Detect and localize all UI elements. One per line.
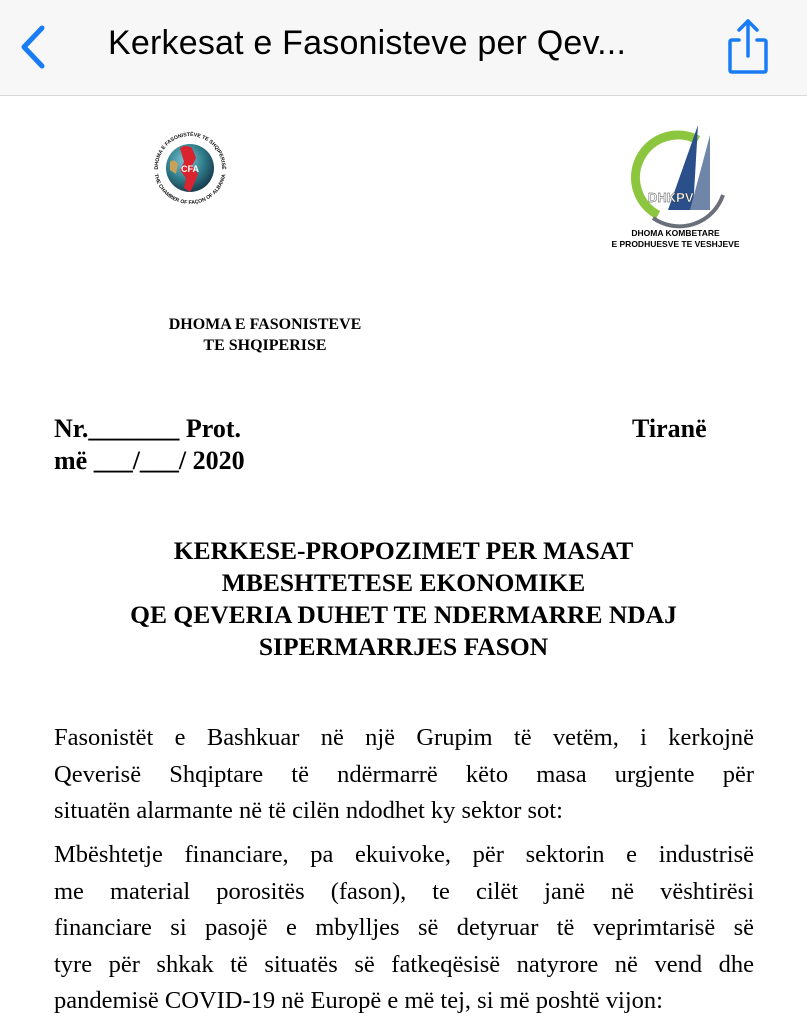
org-name-line: TE SHQIPERISE [203, 337, 327, 354]
paragraph-support [54, 837, 754, 1020]
heading-line: KERKESE-PROPOZIMET PER MASAT [173, 536, 634, 565]
chevron-left-icon [14, 22, 54, 72]
text-line: situatën alarmante në të cilën ndodhet ky sektor sot: [54, 797, 563, 824]
share-button[interactable] [720, 16, 776, 76]
svg-text:CFA: CFA [181, 164, 199, 174]
text-line: tyre për shkak të situatës së fatkeqësisë natyrore në vend dhe [54, 950, 754, 978]
text-line: pandemisë COVID-19 në Europë e më tej, si më poshtë vijon: [54, 987, 663, 1014]
back-button[interactable] [14, 22, 54, 72]
paragraph-intro [54, 720, 754, 830]
organization-name [140, 314, 390, 356]
org-name-line: DHOMA E FASONISTEVE [168, 316, 362, 333]
share-icon [720, 16, 776, 76]
text-line: financiare si pasojë e mbylljes së detyruar të veprimtarisë së [54, 914, 754, 941]
city: Tiranë [632, 414, 707, 443]
text-line: me material porositës (fason), te cilët janë në vështirësi [54, 877, 754, 905]
document-heading [40, 535, 767, 663]
cfa-logo [140, 118, 240, 218]
text-line: Qeverisë Shqiptare të ndërmarrë këto masa urgjente për [54, 760, 754, 788]
caption-line: E PRODHUESVE TE VESHJEVE [611, 239, 740, 249]
text-line: Fasonistët e Bashkuar në një Grupim të vetëm, i kerkojnë [54, 724, 754, 751]
navigation-bar [0, 0, 807, 96]
dhkpv-caption [598, 228, 753, 250]
heading-line: QE QEVERIA DUHET TE NDERMARRE NDAJ [130, 600, 677, 629]
protocol-number: Nr._______ Prot. [54, 414, 242, 443]
heading-line: MBESHTETESE EKONOMIKE [221, 568, 586, 597]
heading-line: SIPERMARRJES FASON [258, 632, 549, 661]
protocol-date: më ___/___/ 2020 [54, 446, 245, 475]
text-line: Mbështetje financiare, pa ekuivoke, për sektorin e industrisë [54, 841, 754, 868]
document-title: Kerkesat e Fasonisteve per Qev... [108, 24, 627, 62]
svg-text:THE CHAMBER OF FAÇON OF ALBANI: THE CHAMBER OF FAÇON OF ALBANIA [152, 173, 228, 207]
svg-text:DHOMA E FASONISTËVE TE SHQIPER: DHOMA E FASONISTËVE TE SHQIPERISË [153, 131, 227, 170]
svg-text:DHKPV: DHKPV [648, 190, 694, 205]
caption-line: DHOMA KOMBETARE [631, 228, 720, 238]
